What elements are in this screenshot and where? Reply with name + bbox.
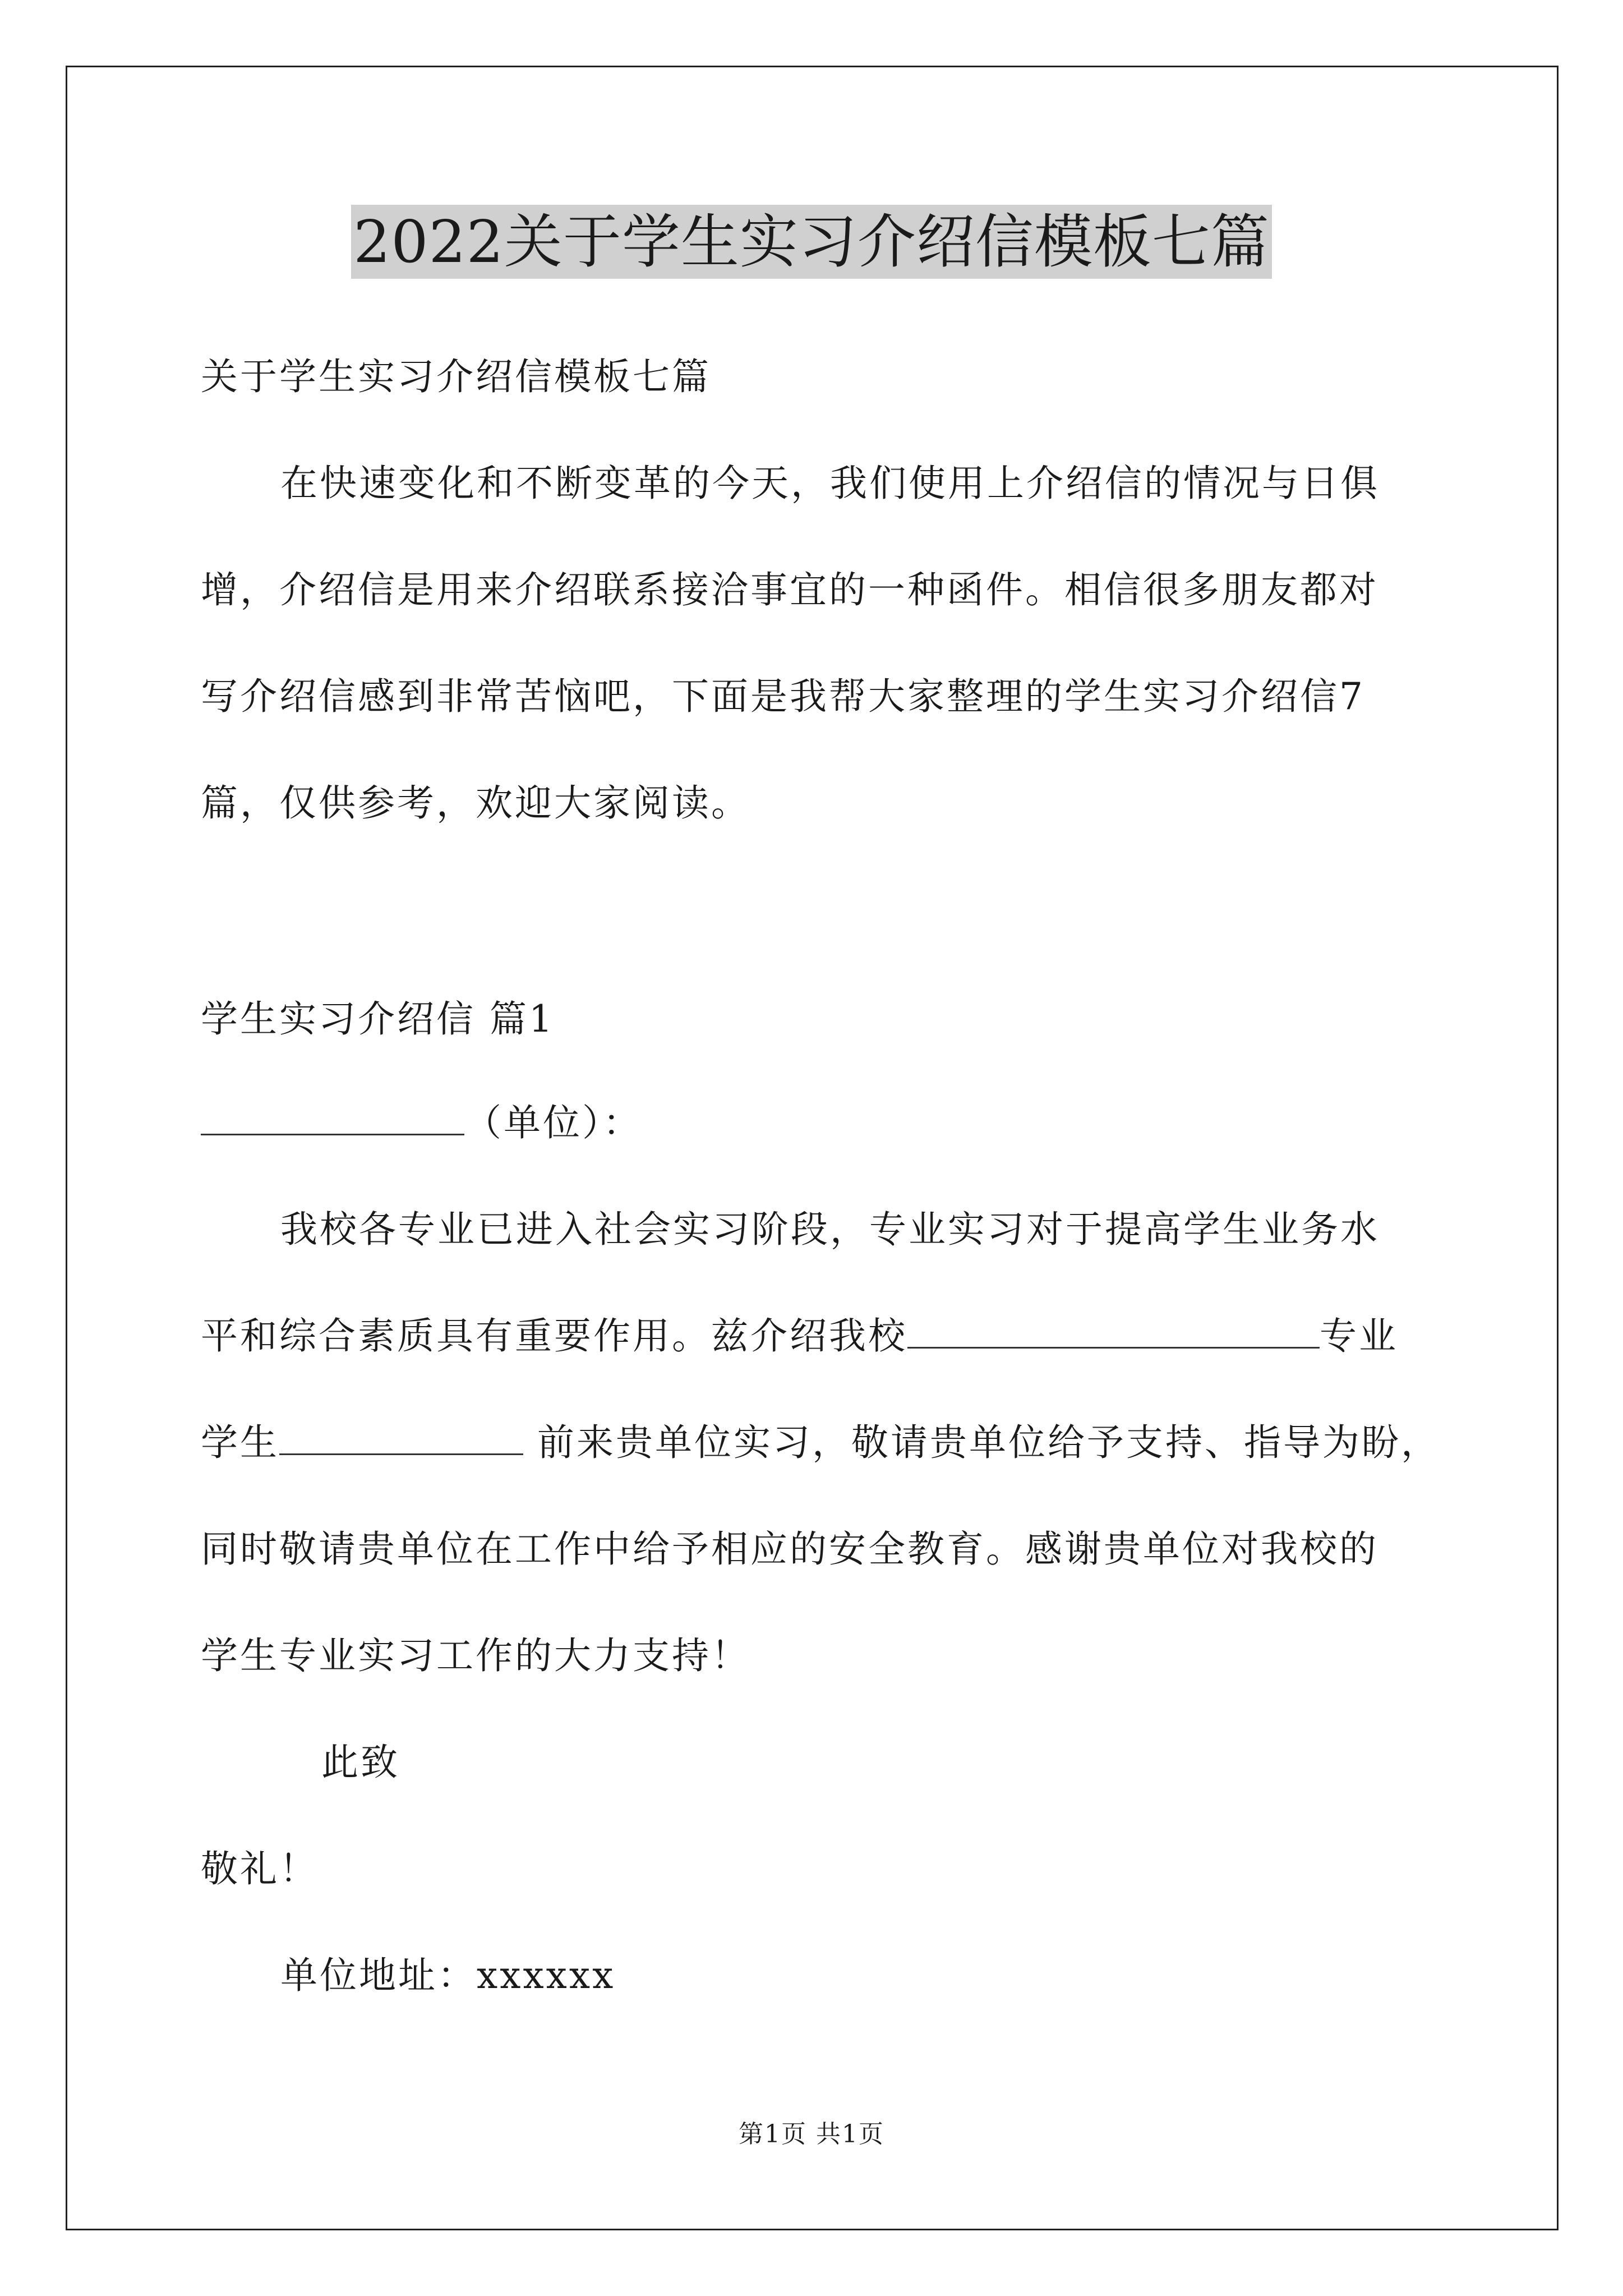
body-line-4: 同时敬请贵单位在工作中给予相应的安全教育。感谢贵单位对我校的 — [201, 1527, 1378, 1571]
addressee-suffix: （单位）： — [464, 1101, 642, 1144]
intro-line-4: 篇，仅供参考，欢迎大家阅读。 — [201, 781, 750, 825]
body-line-2 — [201, 1313, 1398, 1360]
body-line-3-a: 学生 — [201, 1421, 279, 1464]
title-container — [0, 205, 1623, 279]
page-footer: 第1页 共1页 — [739, 2120, 884, 2148]
section-heading: 学生实习介绍信 篇1 — [201, 997, 555, 1041]
body-line-2-a: 平和综合素质具有重要作用。兹介绍我校 — [201, 1314, 907, 1358]
body-line-1: 我校各专业已进入社会实习阶段，专业实习对于提高学生业务水 — [280, 1208, 1380, 1251]
body-line-5: 学生专业实习工作的大力支持！ — [201, 1634, 750, 1677]
closing-line-2: 敬礼！ — [201, 1847, 319, 1890]
document-title: 2022关于学生实习介绍信模板七篇 — [351, 205, 1272, 279]
intro-line-2: 增，介绍信是用来介绍联系接洽事宜的一种函件。相信很多朋友都对 — [201, 568, 1378, 611]
intro-line-3: 写介绍信感到非常苦恼吧，下面是我帮大家整理的学生实习介绍信7 — [201, 675, 1365, 718]
addressee-line — [201, 1099, 642, 1147]
intro-line-1: 在快速变化和不断变革的今天，我们使用上介绍信的情况与日俱 — [280, 462, 1380, 505]
unit-address: 单位地址：xxxxxx — [280, 1954, 616, 1997]
body-line-2-b: 专业 — [1320, 1314, 1398, 1358]
student-blank — [279, 1420, 523, 1455]
subtitle: 关于学生实习介绍信模板七篇 — [201, 355, 711, 398]
addressee-blank — [201, 1100, 464, 1135]
major-blank — [907, 1313, 1320, 1349]
body-line-3-b: 前来贵单位实习，敬请贵单位给予支持、指导为盼， — [523, 1421, 1440, 1464]
closing-line-1: 此致 — [321, 1741, 400, 1784]
body-line-3 — [201, 1419, 1440, 1466]
